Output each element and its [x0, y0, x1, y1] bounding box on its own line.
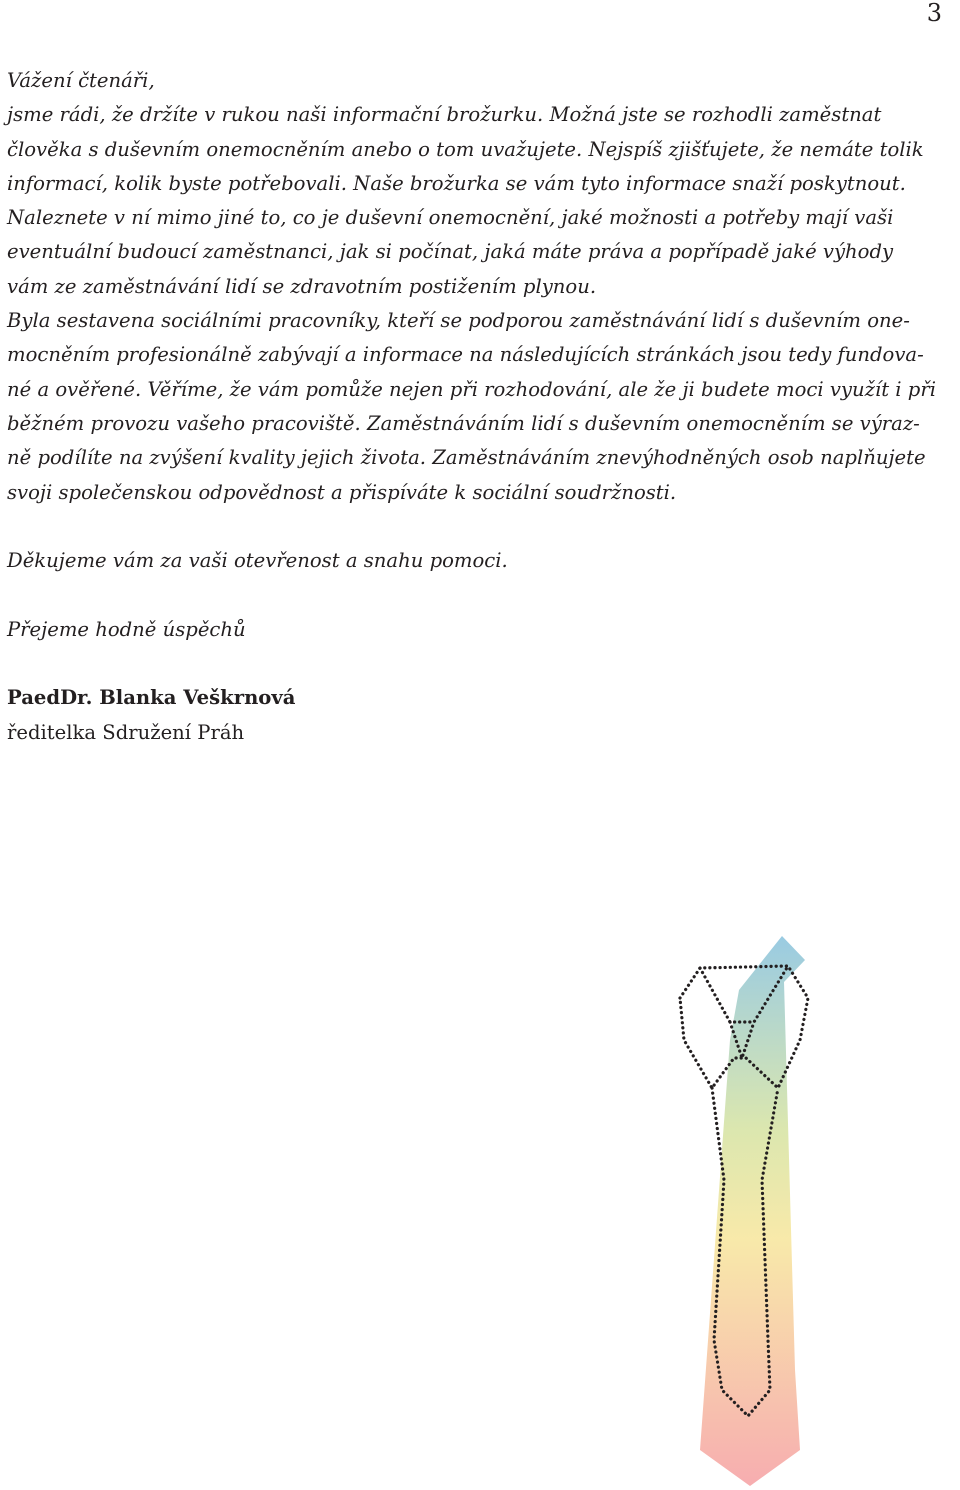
letter-line: informací, kolik byste potřebovali. Naše brožurka se vám tyto informace snaží poskytnout.	[7, 171, 906, 195]
signature-name: PaedDr. Blanka Veškrnová	[7, 686, 296, 710]
letter-line: ně podílíte na zvýšení kvality jejich života. Zaměstnáváním znevýhodněných osob naplňujete	[7, 446, 926, 470]
letter-line: člověka s duševním onemocněním anebo o tom uvažujete. Nejspíš zjišťujete, že nemáte tolik	[7, 137, 924, 161]
letter-line: mocněním profesionálně zabývají a informace na následujících stránkách jsou tedy fundova-	[7, 343, 924, 367]
letter-line: eventuální budoucí zaměstnanci, jak si počínat, jaká máte práva a popřípadě jaké výhody	[7, 240, 894, 264]
salutation: Vážení čtenáři,	[7, 69, 155, 92]
letter-line: né a ověřené. Věříme, že vám pomůže nejen při rozhodování, ale že ji budete moci využít i při	[7, 377, 936, 401]
spacer	[7, 647, 957, 681]
letter-line: Byla sestavena sociálními pracovníky, kteří se podporou zaměstnávání lidí s duševním one-	[7, 309, 910, 333]
closing-line: Přejeme hodně úspěchů	[7, 617, 246, 641]
necktie-icon	[650, 930, 820, 1490]
page-number: 3	[926, 0, 942, 27]
letter-line: jsme rádi, že držíte v rukou naši informační brožurku. Možná jste se rozhodli zaměstnat	[7, 103, 882, 127]
letter-line: svoji společenskou odpovědnost a přispíváte k sociální soudržnosti.	[7, 480, 677, 504]
tie-body	[700, 936, 805, 1486]
signature-role: ředitelka Sdružení Práh	[7, 720, 245, 744]
spacer	[7, 510, 957, 544]
letter-line: běžném provozu vašeho pracoviště. Zaměstnáváním lidí s duševním onemocněním se výraz-	[7, 411, 920, 435]
thanks-line: Děkujeme vám za vaši otevřenost a snahu pomoci.	[7, 549, 508, 573]
letter-body	[7, 64, 957, 750]
letter-line: Naleznete v ní mimo jiné to, co je duševní onemocnění, jaké možnosti a potřeby mají vaši	[7, 206, 894, 230]
letter-line: vám ze zaměstnávání lidí se zdravotním postižením plynou.	[7, 274, 597, 298]
spacer	[7, 578, 957, 612]
